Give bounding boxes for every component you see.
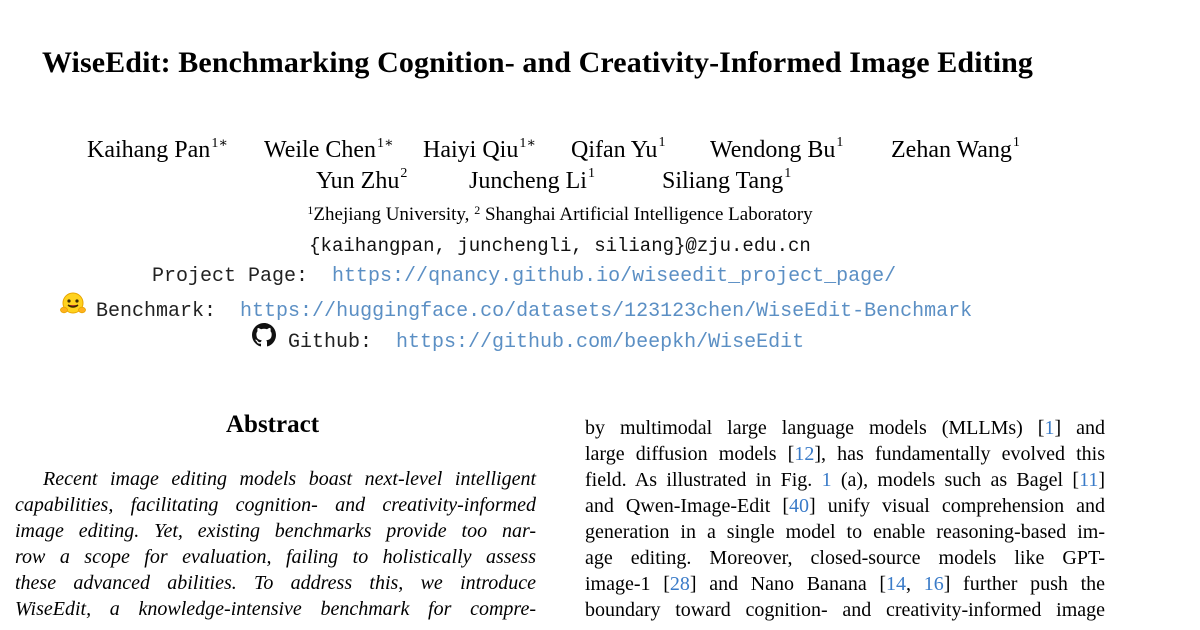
github-line	[252, 326, 804, 357]
figure-link[interactable]: 1	[821, 469, 832, 491]
authors-row-1	[0, 137, 1200, 169]
body-line: field. As illustrated in Fig. 1 (a), models such as Bagel [11]	[585, 469, 1105, 491]
github-label: Github:	[288, 330, 373, 354]
github-icon	[252, 323, 276, 354]
body-line: large diffusion models [12], has fundamentally evolved this	[585, 443, 1106, 465]
body-line: image-1 [28] and Nano Banana [14, 16] further push the	[585, 573, 1105, 595]
author: Yun Zhu$^2$	[316, 166, 408, 194]
abstract-heading: Abstract	[226, 411, 320, 438]
body-line: boundary toward cognition- and creativity-informed image	[585, 599, 1105, 621]
author: Siliang Tang$^1$	[662, 166, 792, 194]
project-page-link[interactable]: https://qnancy.github.io/wiseedit_project_page/	[332, 265, 897, 288]
author: Qifan Yu$^1$	[571, 135, 666, 163]
body-line: generation in a single model to enable reasoning-based im-	[585, 521, 1105, 543]
github-link[interactable]: https://github.com/beepkh/WiseEdit	[396, 330, 805, 354]
author: Zehan Wang$^1$	[891, 135, 1020, 163]
citation-link[interactable]: 12	[794, 443, 815, 465]
abstract-line: row a scope for evaluation, failing to holistically assess	[15, 546, 536, 568]
citation-link[interactable]: 1	[1044, 417, 1055, 439]
abstract-line: Recent image editing models boast next-level intelligent	[43, 468, 536, 490]
author: Weile Chen$^{1∗}$	[264, 136, 394, 163]
citation-link[interactable]: 28	[669, 573, 690, 595]
abstract-line: capabilities, facilitating cognition- and creativity-informed	[15, 494, 536, 516]
author: Wendong Bu$^1$	[710, 135, 844, 163]
author: Kaihang Pan$^{1∗}$	[87, 136, 228, 163]
author: Haiyi Qiu$^{1∗}$	[423, 136, 536, 163]
author: Juncheng Li$^1$	[469, 166, 595, 194]
affiliations: $^1$Zhejiang University, $^2$ Shanghai Artificial Intelligence Laboratory	[307, 203, 813, 225]
abstract-line: image editing. Yet, existing benchmarks provide too nar-	[15, 520, 536, 542]
abstract-text	[15, 466, 536, 622]
abstract-line: WiseEdit, a knowledge-intensive benchmark for compre-	[15, 598, 536, 620]
citation-link[interactable]: 14	[886, 573, 907, 595]
abstract-line: these advanced abilities. To address this, we introduce	[15, 572, 536, 594]
citation-link[interactable]: 40	[789, 495, 810, 517]
benchmark-link[interactable]: https://huggingface.co/datasets/123123chen/WiseEdit-Benchmark	[240, 299, 973, 323]
author-emails: {kaihangpan, junchengli, siliang}@zju.edu.cn	[309, 235, 811, 257]
body-line: age editing. Moreover, closed-source models like GPT-	[585, 547, 1105, 569]
body-line: by multimodal large language models (MLLMs) [1] and	[585, 417, 1105, 439]
project-page-label: Project Page:	[152, 265, 309, 288]
paper-title: WiseEdit: Benchmarking Cognition- and Creativity-Informed Image Editing	[42, 46, 1034, 79]
body-line: and Qwen-Image-Edit [40] unify visual comprehension and	[585, 495, 1106, 517]
hugging-face-icon	[60, 292, 86, 323]
citation-link[interactable]: 16	[923, 573, 944, 595]
project-page-line	[152, 265, 896, 288]
benchmark-line	[60, 295, 972, 326]
authors-row-2	[0, 168, 1200, 200]
citation-link[interactable]: 11	[1079, 469, 1099, 491]
introduction-text	[585, 415, 1105, 623]
benchmark-label: Benchmark:	[96, 299, 217, 323]
